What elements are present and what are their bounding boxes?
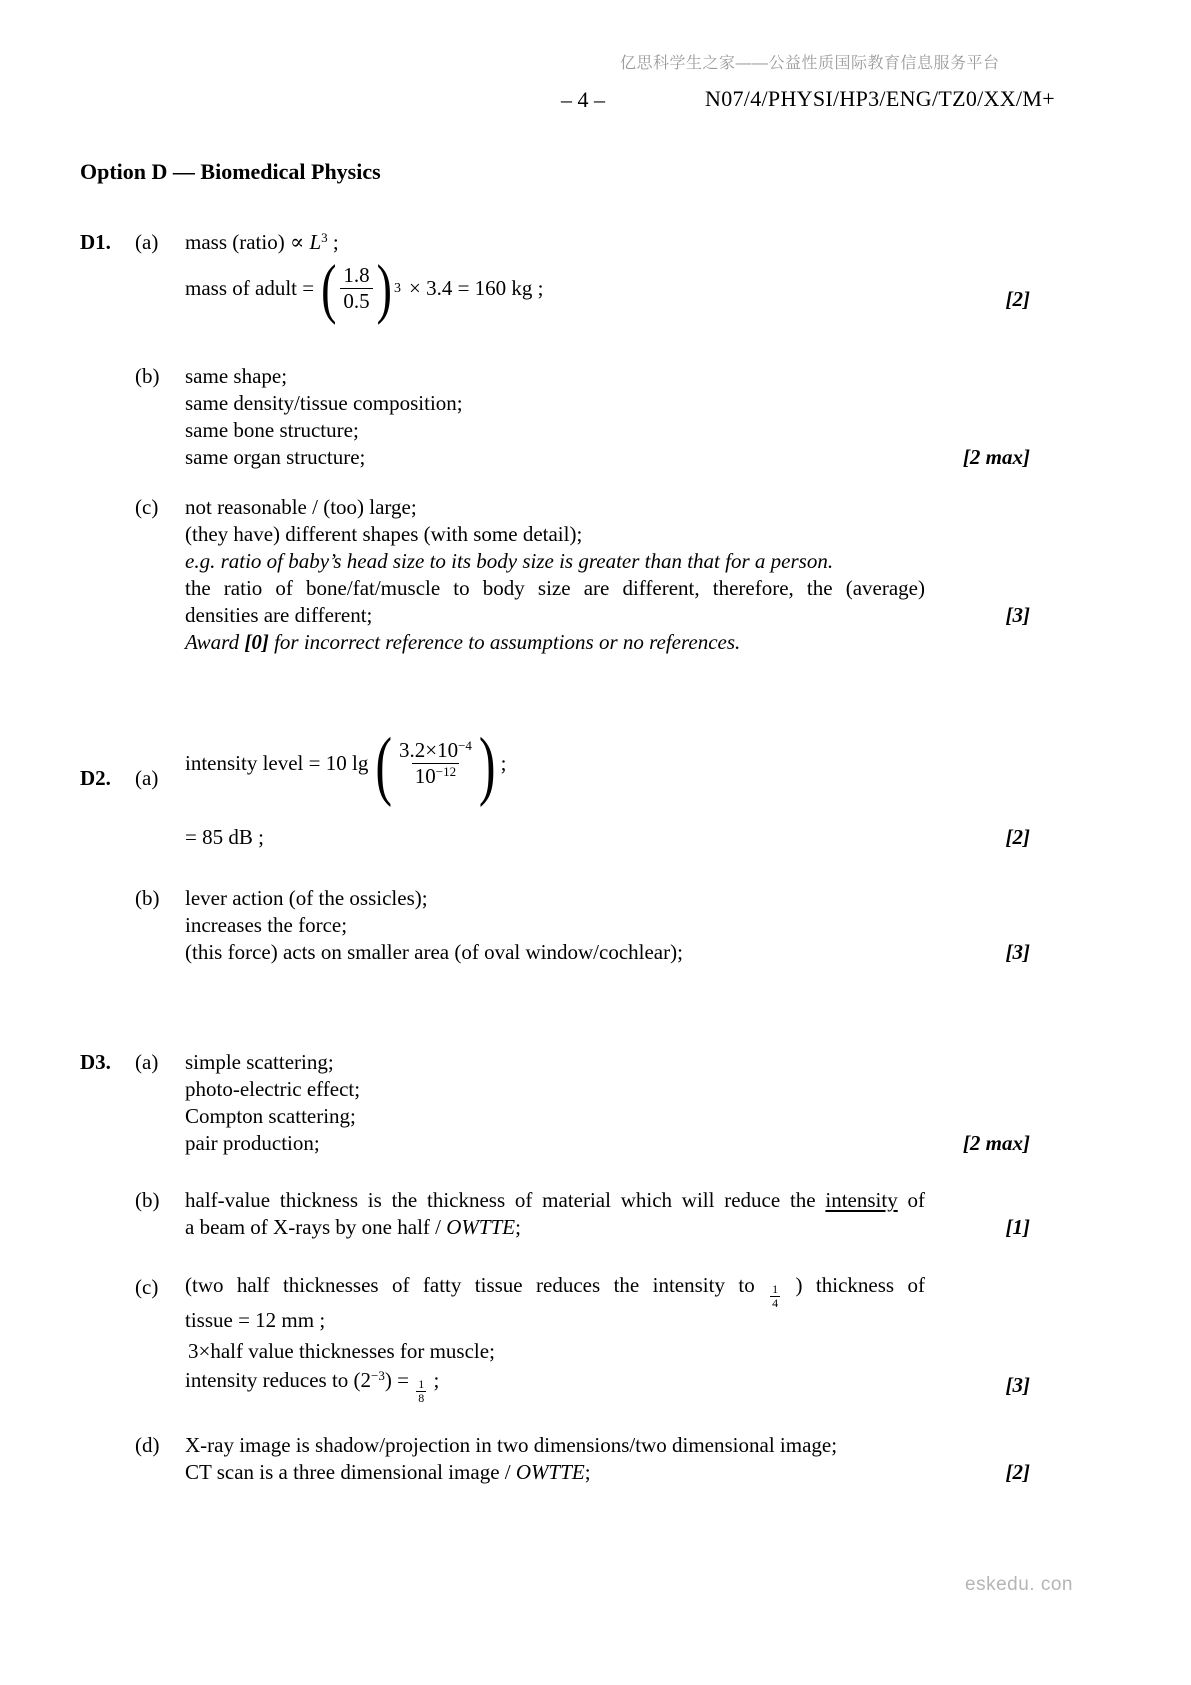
d2a-fraction-denominator xyxy=(412,763,459,789)
d1a-line1-variable: L xyxy=(309,230,322,254)
d2a-num-exponent: −4 xyxy=(458,738,472,753)
part-label-d3d: (d) xyxy=(135,1433,160,1457)
d3c-line4-end: ; xyxy=(428,1368,440,1392)
d3b-line1-pre: half-value thickness is the thickness of material which will reduce the xyxy=(185,1188,826,1212)
open-paren: ( xyxy=(375,720,392,808)
d3c-line: 3×half value thicknesses for muscle; xyxy=(188,1339,495,1363)
question-number-d3: D3. xyxy=(80,1050,111,1074)
mark-d3a: [2 max] xyxy=(962,1131,1030,1155)
d1a-fraction-denominator: 0.5 xyxy=(340,288,372,314)
close-paren: ) xyxy=(376,250,392,325)
d3a-line: photo-electric effect; xyxy=(185,1077,361,1101)
d1a-formula: mass of adult = ( $\frac{1.8}{0.5}$ ) 3 × 3.4 = 160 kg ; xyxy=(185,250,544,325)
d1a-fraction-numerator: 1.8 xyxy=(343,263,370,287)
d1a-line1-pre: mass (ratio) ∝ xyxy=(185,230,310,254)
mark-d1b: [2 max] xyxy=(962,445,1030,469)
d2b-line: increases the force; xyxy=(185,913,348,937)
mark-d3c: [3] xyxy=(1005,1373,1030,1397)
section-title: Option D — Biomedical Physics xyxy=(80,159,381,184)
d1c-example-line: e.g. ratio of baby’s head size to its body size is greater than that for a person. xyxy=(185,549,834,573)
d1c-line: (they have) different shapes (with some detail); xyxy=(185,522,583,546)
d3d-owtte: OWTTE xyxy=(515,1460,585,1484)
fraction-denominator: 4 xyxy=(772,1296,779,1311)
d3c-eighth-fraction xyxy=(416,1378,426,1405)
fraction-denominator: 8 xyxy=(418,1391,425,1406)
d3d-line: X-ray image is shadow/projection in two dimensions/two dimensional image; xyxy=(185,1433,838,1457)
d1a-line1-exponent: 3 xyxy=(321,230,328,245)
d3c-line1-pre: (two half thicknesses of fatty tissue reduces the intensity to xyxy=(185,1273,769,1297)
part-label-d1a: (a) xyxy=(135,230,159,254)
d1c-line: not reasonable / (too) large; xyxy=(185,495,417,519)
mark-d1c: [3] xyxy=(1005,603,1030,627)
d3a-line: simple scattering; xyxy=(185,1050,334,1074)
question-number-d2: D2. xyxy=(80,766,111,790)
open-paren: ( xyxy=(321,250,337,325)
d2a-fraction xyxy=(396,738,475,789)
d3c-line4 xyxy=(185,1367,439,1405)
d3b-line2-end: ; xyxy=(515,1215,521,1239)
d1c-note-zero: [0] xyxy=(244,630,269,654)
d1a-formula-rest: × 3.4 = 160 kg ; xyxy=(408,276,544,301)
bottom-watermark: eskedu. con xyxy=(965,1574,1073,1595)
fraction-numerator: 1 xyxy=(418,1377,425,1391)
d1c-note-post: for incorrect reference to assumptions or no references. xyxy=(268,630,741,654)
part-label-d1b: (b) xyxy=(135,364,160,388)
d3b-line2-pre: a beam of X-rays by one half / xyxy=(185,1215,447,1239)
part-label-d3b: (b) xyxy=(135,1188,160,1212)
d1b-line: same bone structure; xyxy=(185,418,359,442)
top-watermark: 亿思科学生之家——公益性质国际教育信息服务平台 xyxy=(620,55,1000,72)
d1a-line1 xyxy=(185,229,339,256)
d1a-fraction xyxy=(340,263,372,314)
d3c-line1-post: ) thickness of xyxy=(782,1273,925,1297)
mark-d1a: [2] xyxy=(1005,287,1030,311)
d3a-line: Compton scattering; xyxy=(185,1104,356,1128)
d3b-owtte: OWTTE xyxy=(446,1215,516,1239)
part-label-d3c: (c) xyxy=(135,1275,159,1299)
question-number-d1: D1. xyxy=(80,230,111,254)
d1c-award-note xyxy=(185,629,740,656)
mark-d2b: [3] xyxy=(1005,940,1030,964)
d2a-den-exponent: −12 xyxy=(435,764,457,780)
d2b-line: lever action (of the ossicles); xyxy=(185,886,428,910)
close-paren: ) xyxy=(478,720,496,808)
d2a-num-base: 3.2×10 xyxy=(398,738,459,762)
d3c-line: tissue = 12 mm ; xyxy=(185,1308,326,1332)
part-label-d2a: (a) xyxy=(135,766,159,790)
d3a-line: pair production; xyxy=(185,1131,320,1155)
d1c-justified-line: the ratio of bone/fat/muscle to body size are different, therefore, the (average) xyxy=(185,576,925,600)
d3c-line4-pre: intensity reduces to (2 xyxy=(185,1368,372,1392)
d2a-formula-end: ; xyxy=(500,751,507,776)
part-label-d3a: (a) xyxy=(135,1050,159,1074)
mark-d3d: [2] xyxy=(1005,1460,1030,1484)
d3c-justified-line xyxy=(185,1272,925,1310)
part-label-d2b: (b) xyxy=(135,886,160,910)
d1b-line: same shape; xyxy=(185,364,288,388)
d2a-formula-lead: intensity level = 10 lg xyxy=(185,751,369,776)
d3b-line1-post: of xyxy=(897,1188,925,1212)
mark-d2a: [2] xyxy=(1005,825,1030,849)
d1c-note-pre: Award xyxy=(185,630,245,654)
mark-d3b: [1] xyxy=(1005,1215,1030,1239)
fraction-numerator: 1 xyxy=(772,1282,779,1296)
d3d-line2-end: ; xyxy=(584,1460,591,1484)
d3c-line4-mid: ) = xyxy=(384,1368,415,1392)
d2a-formula xyxy=(185,720,507,808)
d3b-line2 xyxy=(185,1214,521,1241)
d2a-result: = 85 dB ; xyxy=(185,825,264,849)
d1a-formula-lead: mass of adult = xyxy=(185,276,315,301)
d3b-justified-line xyxy=(185,1187,925,1214)
d1b-line: same organ structure; xyxy=(185,445,366,469)
d3d-line2 xyxy=(185,1459,591,1486)
d2b-line: (this force) acts on smaller area (of oval window/cochlear); xyxy=(185,940,683,964)
d3c-line4-exponent: −3 xyxy=(371,1368,385,1383)
d1c-line: densities are different; xyxy=(185,603,373,627)
d1a-line1-end: ; xyxy=(327,230,339,254)
d1b-line: same density/tissue composition; xyxy=(185,391,463,415)
page-number: – 4 – xyxy=(561,87,605,112)
d3c-quarter-fraction xyxy=(770,1283,780,1310)
d2a-den-base: 10 xyxy=(414,764,436,789)
document-code: N07/4/PHYSI/HP3/ENG/TZ0/XX/M+ xyxy=(705,86,1055,111)
d3b-underlined-word: intensity xyxy=(825,1188,898,1212)
d2a-fraction-numerator xyxy=(396,738,475,763)
d3d-line2-pre: CT scan is a three dimensional image / xyxy=(185,1460,516,1484)
part-label-d1c: (c) xyxy=(135,495,159,519)
